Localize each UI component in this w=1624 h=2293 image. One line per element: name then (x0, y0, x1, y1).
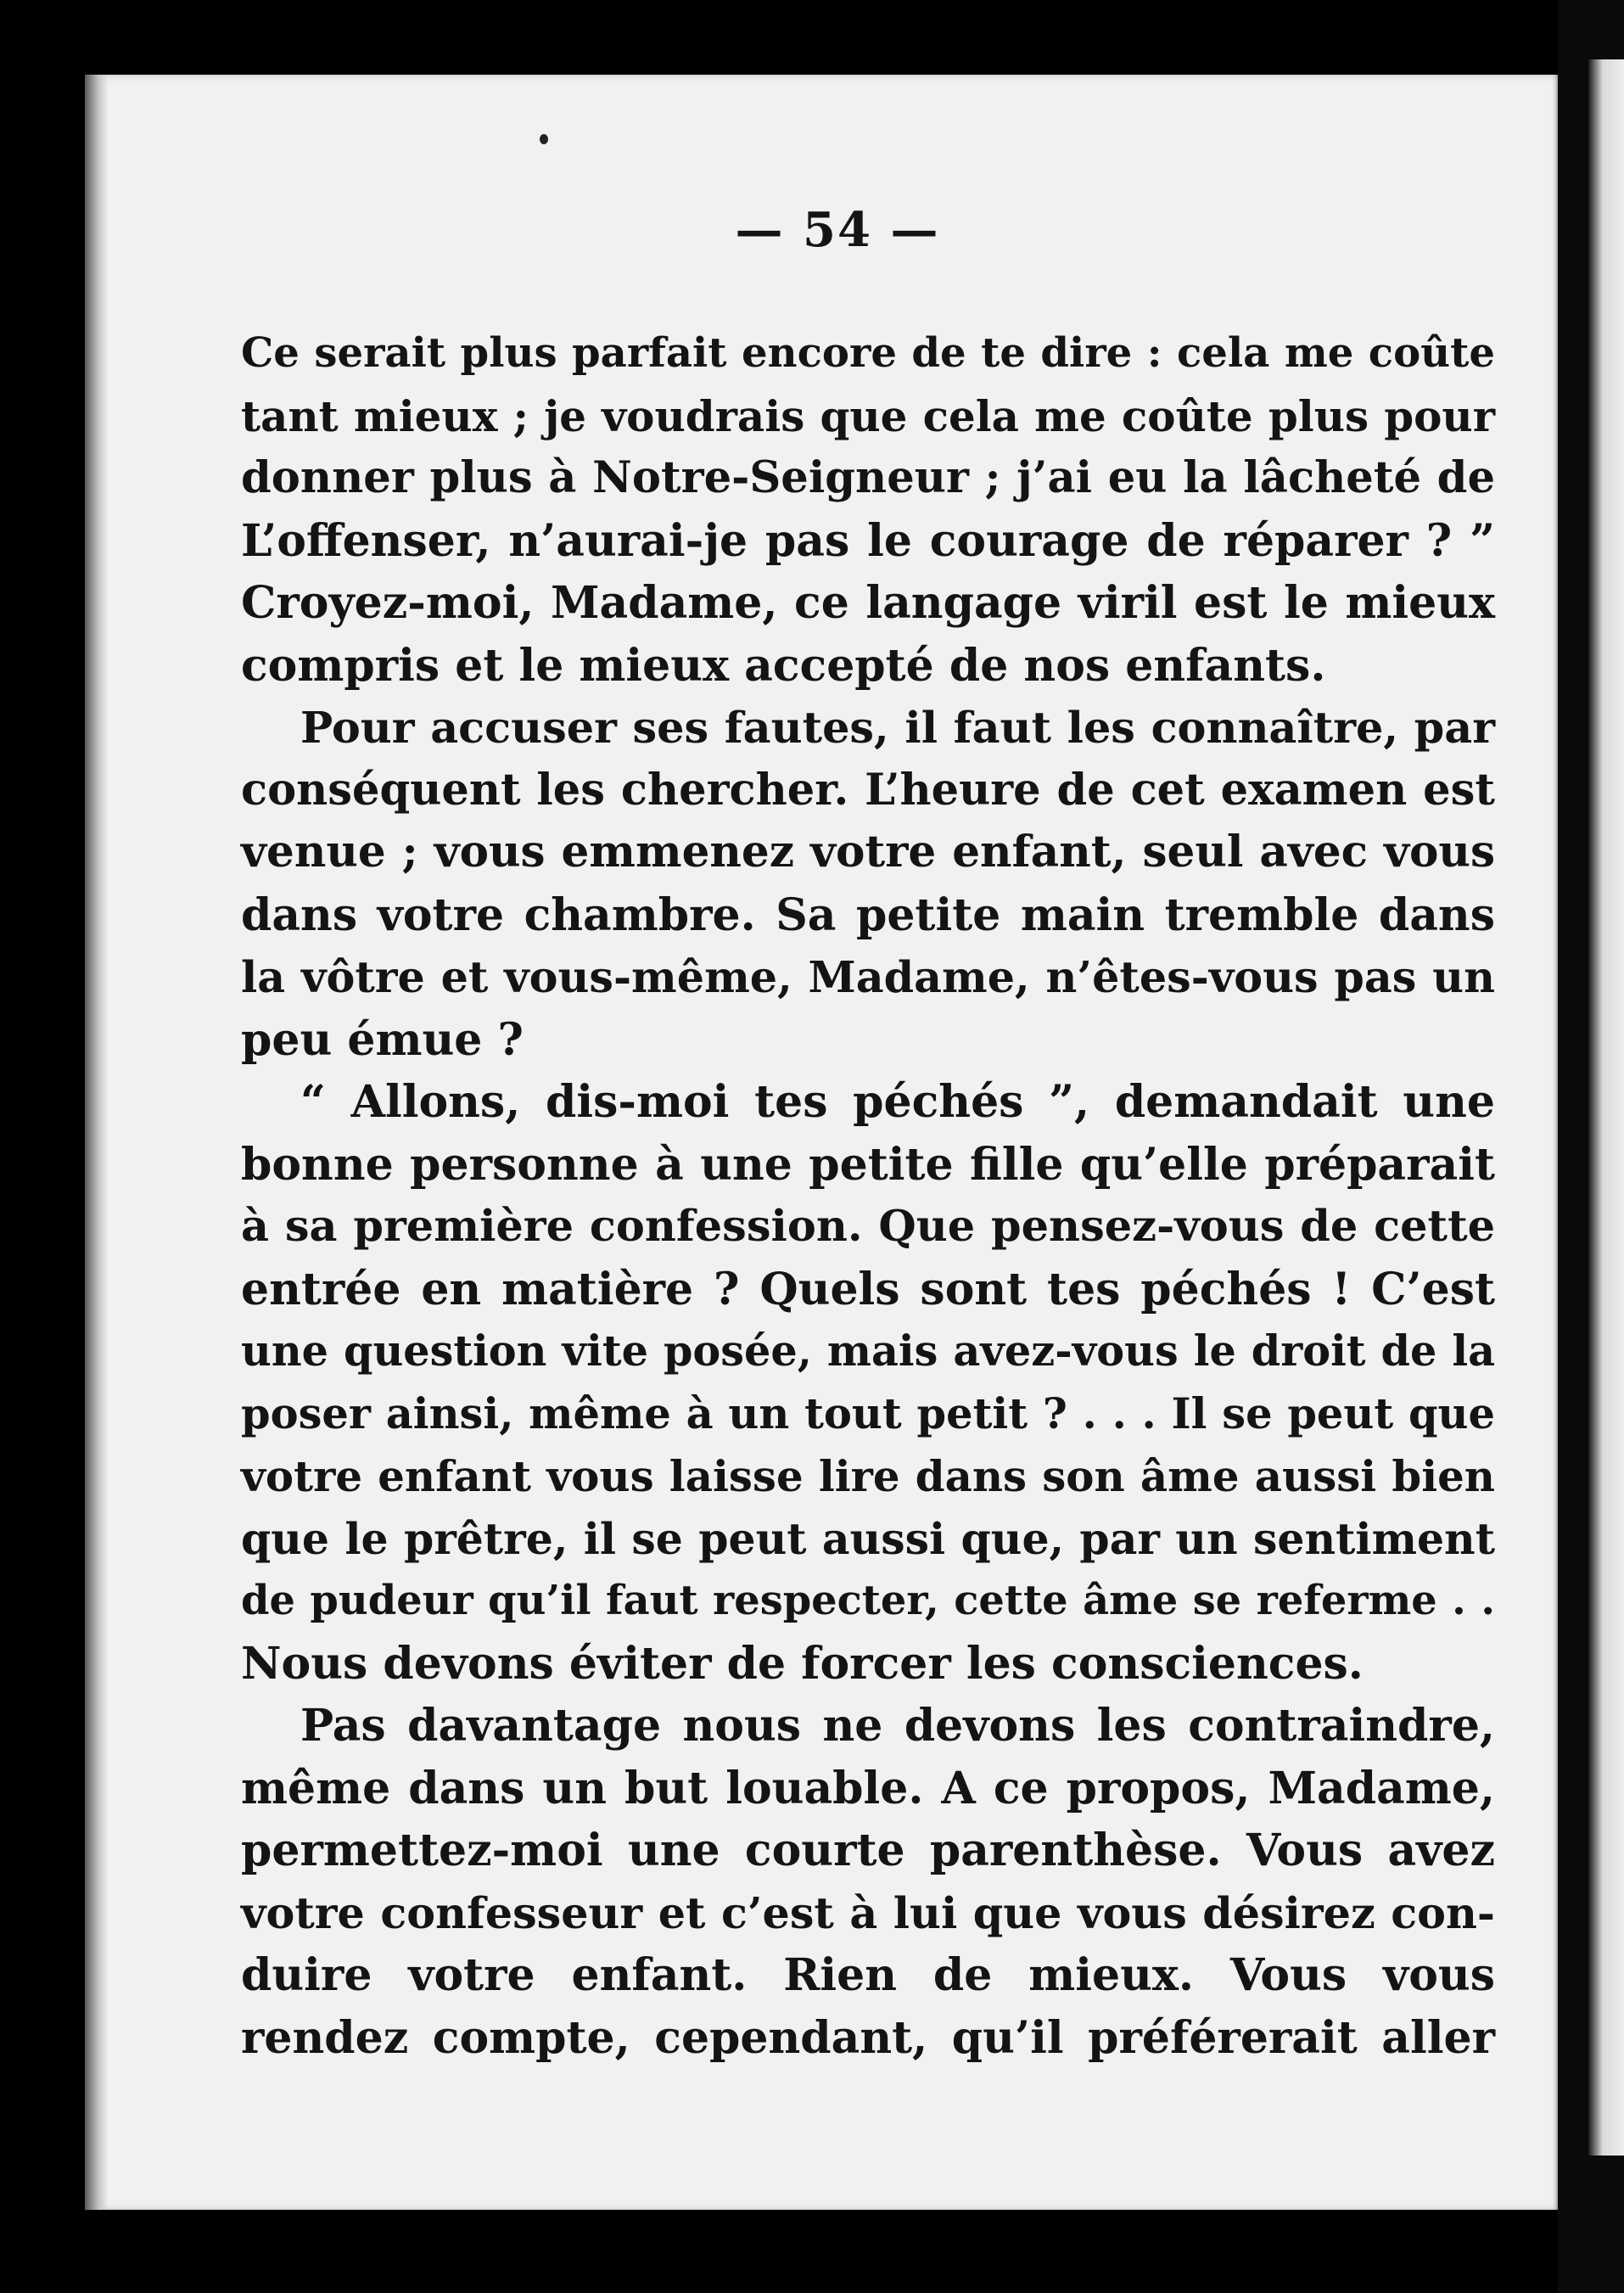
text-line: bonne personne à une petite fille qu’elle préparait (241, 1138, 1495, 1191)
text-line: venue ; vous emmenez votre enfant, seul avec vous (241, 827, 1495, 877)
text-line: votre enfant vous laisse lire dans son âme aussi bien (241, 1451, 1495, 1501)
text-line: de pudeur qu’il faut respecter, cette âme se referme . . (241, 1577, 1495, 1624)
text-line: compris et le mieux accepté de nos enfants. (241, 639, 1326, 692)
text-line: rendez compte, cependant, qu’il préférerait aller (241, 2011, 1495, 2064)
text-line: même dans un but louable. A ce propos, Madame, (241, 1762, 1495, 1814)
text-line: Nous devons éviter de forcer les consciences. (241, 1637, 1364, 1690)
text-line: que le prêtre, il se peut aussi que, par un sentiment (241, 1513, 1495, 1564)
text-line: permettez-moi une courte parenthèse. Vous avez (241, 1825, 1495, 1876)
text-line: tant mieux ; je voudrais que cela me coûte plus pour (241, 390, 1495, 441)
page-binding-shadow (85, 75, 109, 2210)
text-line: peu émue ? (241, 1013, 524, 1066)
body-text (241, 322, 1495, 2069)
text-line: Ce serait plus parfait encore de te dire : cela me coûte (241, 329, 1495, 377)
text-line: poser ainsi, même à un tout petit ? . . . Il se peut que (241, 1388, 1495, 1438)
text-line: une question vite posée, mais avez-vous le droit de la (241, 1326, 1495, 1376)
text-line: la vôtre et vous-même, Madame, n’êtes-vous pas un (241, 951, 1495, 1002)
text-line: dans votre chambre. Sa petite main tremble dans (241, 889, 1495, 941)
text-line: à sa première confession. Que pensez-vous de cette (241, 1201, 1495, 1252)
text-line: entrée en matière ? Quels sont tes péchés ! C’est (241, 1263, 1495, 1315)
text-line: L’offenser, n’aurai-je pas le courage de réparer ? ” (241, 514, 1495, 567)
text-line: conséquent les chercher. L’heure de cet examen est (241, 764, 1495, 816)
next-page-edge (1588, 59, 1624, 2156)
text-line: Croyez-moi, Madame, ce langage viril est le mieux (241, 577, 1495, 629)
text-line: duire votre enfant. Rien de mieux. Vous vous (241, 1949, 1495, 2001)
text-line: Pour accuser ses fautes, il faut les connaître, par (300, 702, 1495, 753)
ink-speck (540, 134, 548, 144)
text-line: “ Allons, dis-moi tes péchés ”, demandait une (300, 1076, 1495, 1128)
text-line: donner plus à Notre-Seigneur ; j’ai eu la lâcheté de (241, 452, 1495, 503)
page-number: — 54 — (735, 202, 940, 258)
text-line: Pas davantage nous ne devons les contraindre, (300, 1700, 1495, 1752)
text-line: votre confesseur et c’est à lui que vous désirez con- (241, 1887, 1495, 1938)
